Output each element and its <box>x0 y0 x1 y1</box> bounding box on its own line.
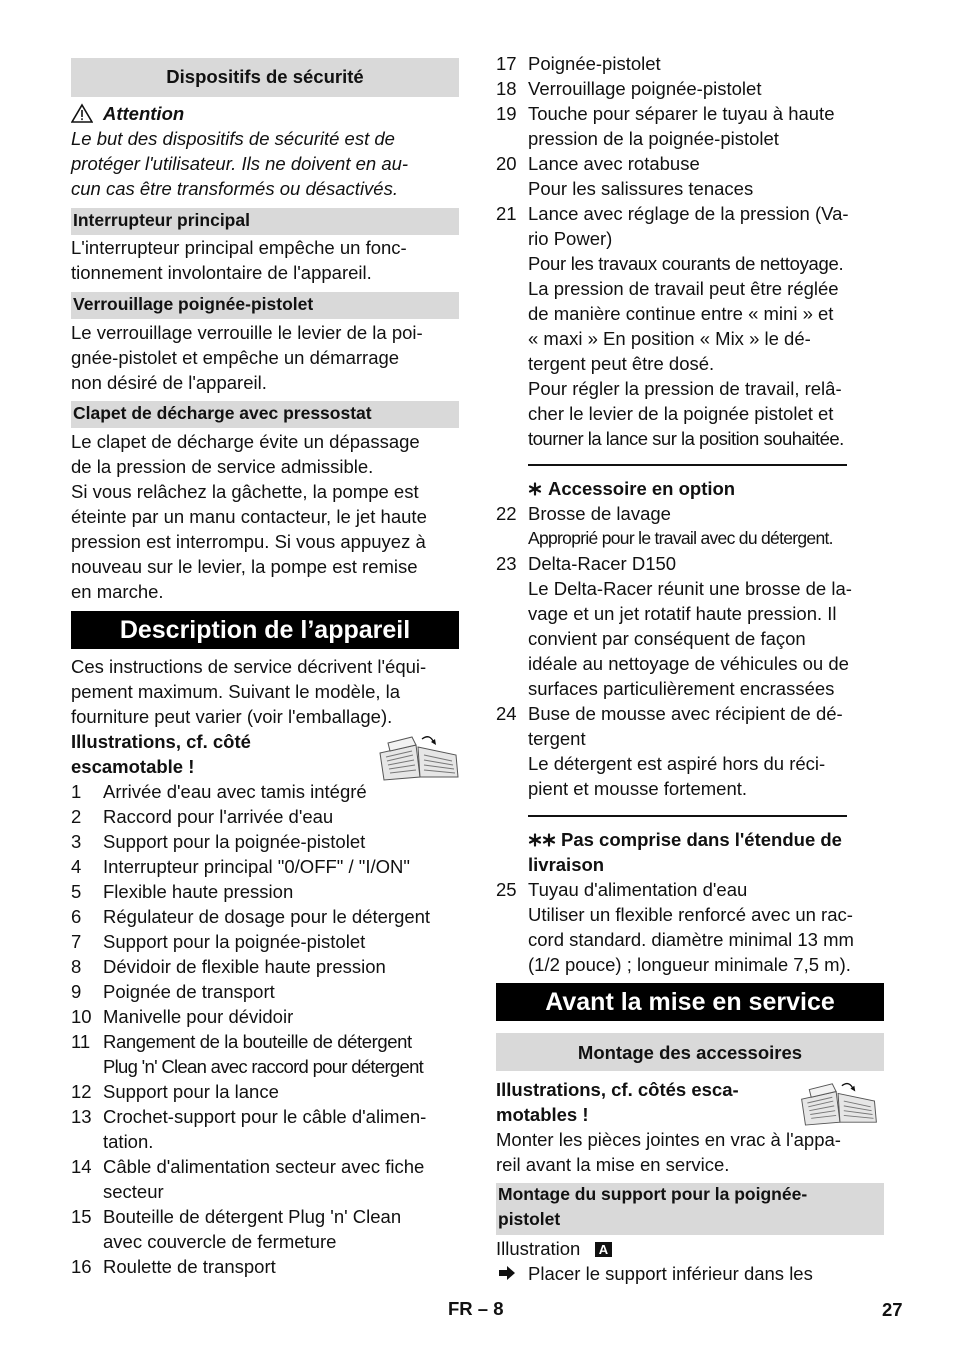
illustrations-note: Illustrations, cf. côtés esca- <box>496 1079 739 1100</box>
valve-text: éteinte par un manu contacteur, le jet haute <box>71 506 427 527</box>
list-item-continuation: idéale au nettoyage de véhicules ou de <box>528 653 849 674</box>
valve-text: nouveau sur le levier, la pompe est remise <box>71 556 418 577</box>
list-item-number: 20 <box>496 153 517 174</box>
list-item: Flexible haute pression <box>103 881 294 902</box>
list-item-continuation: Pour régler la pression de travail, relâ- <box>528 378 842 399</box>
page-footer-label: FR – 8 <box>448 1298 504 1319</box>
list-item-continuation: cord standard. diamètre minimal 13 mm <box>528 929 854 950</box>
separator-line <box>528 464 847 466</box>
list-item-continuation: Utiliser un flexible renforcé avec un rac- <box>528 904 853 925</box>
list-item-continuation: Le détergent est aspiré hors du réci- <box>528 753 826 774</box>
list-item-number: 13 <box>71 1106 92 1127</box>
valve-text: pression est interrompu. Si vous appuyez à <box>71 531 426 552</box>
main-switch-text: tionnement involontaire de l'appareil. <box>71 262 372 283</box>
list-item-number: 1 <box>71 781 82 802</box>
list-item-number: 3 <box>71 831 82 852</box>
arrow-right-icon <box>498 1265 516 1281</box>
list-item-number: 18 <box>496 78 517 99</box>
list-item: Support pour la lance <box>103 1081 279 1102</box>
list-item: Tuyau d'alimentation d'eau <box>528 879 748 900</box>
list-item-number: 15 <box>71 1206 92 1227</box>
foldout-book-icon <box>794 1080 884 1126</box>
list-item: Support pour la poignée-pistolet <box>103 831 366 852</box>
list-item: Arrivée d'eau avec tamis intégré <box>103 781 367 802</box>
list-item-number: 5 <box>71 881 82 902</box>
not-included-heading: livraison <box>528 854 605 875</box>
trigger-lock-heading: Verrouillage poignée-pistolet <box>73 294 314 314</box>
list-item-number: 2 <box>71 806 82 827</box>
valve-text: Le clapet de décharge évite un dépassage <box>71 431 420 452</box>
list-item: Bouteille de détergent Plug 'n' Clean <box>103 1206 402 1227</box>
list-item-number: 17 <box>496 53 517 74</box>
list-item-number: 23 <box>496 553 517 574</box>
mount-text: reil avant la mise en service. <box>496 1154 730 1175</box>
main-switch-heading: Interrupteur principal <box>73 210 250 230</box>
list-item-continuation: Pour les salissures tenaces <box>528 178 754 199</box>
list-item: Lance avec rotabuse <box>528 153 700 174</box>
list-item-number: 14 <box>71 1156 92 1177</box>
list-item: Verrouillage poignée-pistolet <box>528 78 762 99</box>
list-item-continuation: avec couvercle de fermeture <box>103 1231 337 1252</box>
not-included-heading: Pas comprise dans l'étendue de <box>561 829 842 850</box>
illustration-label: Illustration <box>496 1238 581 1259</box>
attention-text-line: cun cas être transformés ou désactivés. <box>71 178 398 199</box>
list-item-number: 7 <box>71 931 82 952</box>
list-item: Crochet-support pour le câble d'alimen- <box>103 1106 427 1127</box>
valve-text: en marche. <box>71 581 164 602</box>
list-item-continuation: « maxi » En position « Mix » le dé- <box>528 328 811 349</box>
list-item: Delta-Racer D150 <box>528 553 677 574</box>
list-item: Roulette de transport <box>103 1256 276 1277</box>
mount-text: Monter les pièces jointes en vrac à l'appa- <box>496 1129 841 1150</box>
double-asterisk-icon <box>528 833 556 847</box>
asterisk-icon <box>528 482 542 496</box>
list-item: Lance avec réglage de la pression (Va- <box>528 203 849 224</box>
list-item-continuation: tourner la lance sur la position souhaitée. <box>528 428 844 449</box>
main-switch-text: L'interrupteur principal empêche un fonc- <box>71 237 407 258</box>
list-item: Interrupteur principal "0/OFF" / "I/ON" <box>103 856 410 877</box>
list-item: Poignée de transport <box>103 981 275 1002</box>
list-item-continuation: de manière continue entre « mini » et <box>528 303 834 324</box>
list-item-continuation: Approprié pour le travail avec du détergent. <box>528 528 833 548</box>
list-item-number: 4 <box>71 856 82 877</box>
list-item-number: 10 <box>71 1006 92 1027</box>
list-item-number: 12 <box>71 1081 92 1102</box>
list-item-number: 19 <box>496 103 517 124</box>
before-service-heading: Avant la mise en service <box>545 988 835 1016</box>
list-item: Dévidoir de flexible haute pression <box>103 956 386 977</box>
list-item-number: 24 <box>496 703 517 724</box>
list-item-continuation: La pression de travail peut être réglée <box>528 278 839 299</box>
safety-heading: Dispositifs de sécurité <box>166 66 364 87</box>
description-heading: Description de l’appareil <box>119 616 411 644</box>
list-item-continuation: vage et un jet rotatif haute pression. Il <box>528 603 837 624</box>
attention-text-line: protéger l'utilisateur. Ils ne doivent en au- <box>71 153 409 174</box>
list-item: Brosse de lavage <box>528 503 671 524</box>
list-item: Rangement de la bouteille de détergent <box>103 1031 412 1052</box>
trigger-lock-text: non désiré de l'appareil. <box>71 372 267 393</box>
valve-text: Si vous relâchez la gâchette, la pompe est <box>71 481 419 502</box>
list-item-number: 22 <box>496 503 517 524</box>
list-item-number: 6 <box>71 906 82 927</box>
illustrations-note: motables ! <box>496 1104 589 1125</box>
mounting-heading: Montage des accessoires <box>577 1042 803 1063</box>
list-item-number: 21 <box>496 203 517 224</box>
pistol-support-heading: Montage du support pour la poignée- <box>498 1184 808 1204</box>
warning-triangle-icon <box>71 103 93 123</box>
list-item-continuation: convient par conséquent de façon <box>528 628 806 649</box>
list-item-continuation: (1/2 pouce) ; longueur minimale 7,5 m). <box>528 954 851 975</box>
illustrations-note: escamotable ! <box>71 756 195 777</box>
list-item-number: 25 <box>496 879 517 900</box>
list-item: Poignée-pistolet <box>528 53 661 74</box>
list-item-continuation: rio Power) <box>528 228 613 249</box>
trigger-lock-text: gnée-pistolet et empêche un démarrage <box>71 347 400 368</box>
trigger-lock-text: Le verrouillage verrouille le levier de la poi- <box>71 322 423 343</box>
list-item-continuation: Le Delta-Racer réunit une brosse de la- <box>528 578 852 599</box>
list-item-continuation: tation. <box>103 1131 154 1152</box>
list-item-number: 8 <box>71 956 82 977</box>
list-item: Raccord pour l'arrivée d'eau <box>103 806 334 827</box>
list-item-continuation: surfaces particulièrement encrassées <box>528 678 835 699</box>
list-item-number: 9 <box>71 981 82 1002</box>
description-text: fourniture peut varier (voir l'emballage). <box>71 706 393 727</box>
step-text: Placer le support inférieur dans les <box>528 1263 813 1284</box>
list-item-number: 16 <box>71 1256 92 1277</box>
list-item: Manivelle pour dévidoir <box>103 1006 294 1027</box>
page-number: 27 <box>882 1299 903 1320</box>
description-text: pement maximum. Suivant le modèle, la <box>71 681 401 702</box>
list-item-continuation: Plug 'n' Clean avec raccord pour détergent <box>103 1056 424 1077</box>
valve-heading: Clapet de décharge avec pressostat <box>73 403 372 423</box>
list-item: Touche pour séparer le tuyau à haute <box>528 103 835 124</box>
list-item-number: 11 <box>71 1031 91 1052</box>
list-item: Support pour la poignée-pistolet <box>103 931 366 952</box>
list-item-continuation: pient et mousse fortement. <box>528 778 748 799</box>
illustrations-note: Illustrations, cf. côté <box>71 731 251 752</box>
list-item-continuation: tergent <box>528 728 586 749</box>
attention-label: Attention <box>103 103 185 124</box>
list-item-continuation: Pour les travaux courants de nettoyage. <box>528 253 844 274</box>
pistol-support-heading: pistolet <box>498 1209 561 1229</box>
optional-accessory-heading: Accessoire en option <box>548 478 736 499</box>
list-item-continuation: secteur <box>103 1181 164 1202</box>
list-item-continuation: pression de la poignée-pistolet <box>528 128 779 149</box>
attention-text-line: Le but des dispositifs de sécurité est de <box>71 128 395 149</box>
description-text: Ces instructions de service décrivent l'équi- <box>71 656 427 677</box>
valve-text: de la pression de service admissible. <box>71 456 374 477</box>
foldout-book-icon <box>378 733 460 781</box>
list-item: Câble d'alimentation secteur avec fiche <box>103 1156 425 1177</box>
list-item-continuation: cher le levier de la poignée pistolet et <box>528 403 834 424</box>
separator-line <box>528 815 847 817</box>
illustration-letter-badge: A <box>595 1242 612 1257</box>
list-item: Buse de mousse avec récipient de dé- <box>528 703 843 724</box>
list-item: Régulateur de dosage pour le détergent <box>103 906 431 927</box>
list-item-continuation: tergent peut être dosé. <box>528 353 715 374</box>
